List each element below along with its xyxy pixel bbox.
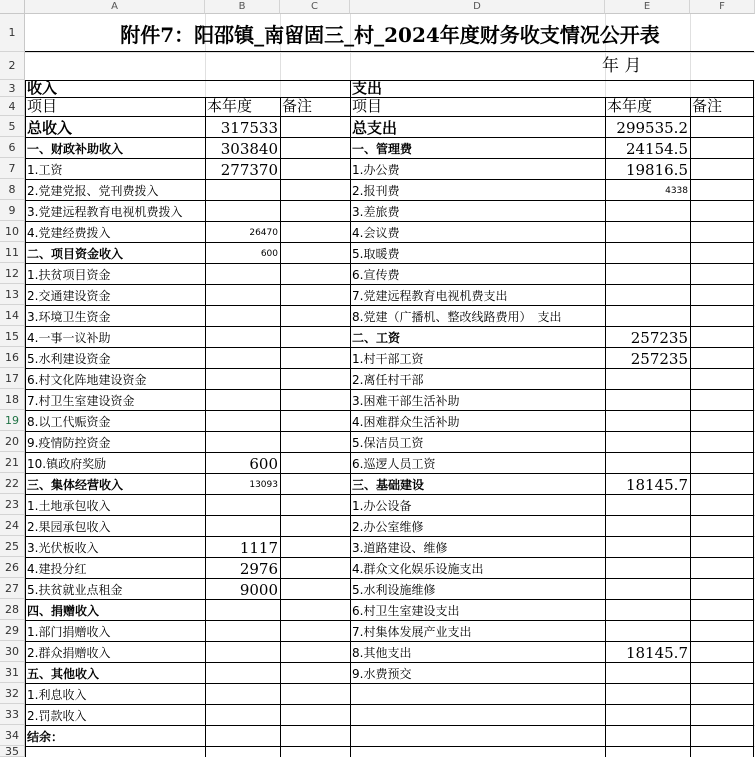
income-item-value[interactable] xyxy=(205,620,280,641)
row-header-3[interactable]: 3 xyxy=(0,80,25,97)
row-header-16[interactable]: 16 xyxy=(0,347,25,368)
expense-item-label[interactable]: 1.办公费 xyxy=(352,163,400,177)
expense-item-label[interactable]: 一、管理费 xyxy=(352,142,413,156)
expense-item-label[interactable]: 二、工资 xyxy=(352,331,401,345)
expense-item-label[interactable]: 5.水利设施维修 xyxy=(352,583,436,597)
expense-item-label[interactable]: 6.巡逻人员工资 xyxy=(352,457,436,471)
income-item-value[interactable] xyxy=(205,431,280,452)
column-header-a[interactable]: A xyxy=(25,0,205,14)
row-header-14[interactable]: 14 xyxy=(0,305,25,326)
income-item-value[interactable] xyxy=(205,683,280,704)
income-item-label[interactable]: 1.工资 xyxy=(27,163,63,177)
expense-item-value[interactable] xyxy=(605,683,690,704)
row-header-8[interactable]: 8 xyxy=(0,179,25,200)
row-header-34[interactable]: 34 xyxy=(0,725,25,746)
income-item-value[interactable] xyxy=(205,725,280,746)
expense-item-value[interactable] xyxy=(605,578,690,599)
income-item-label[interactable]: 2.党建党报、党刊费拨入 xyxy=(27,184,159,198)
expense-item-label[interactable]: 6.宣传费 xyxy=(352,268,400,282)
row-header-35[interactable]: 35 xyxy=(0,746,25,757)
expense-item-label[interactable]: 8.党建（广播机、整改线路费用） 支出 xyxy=(352,310,562,324)
expense-item-value[interactable] xyxy=(605,368,690,389)
expense-item-value[interactable] xyxy=(605,410,690,431)
income-item-value[interactable]: 600 xyxy=(249,455,278,473)
row-header-5[interactable]: 5 xyxy=(0,116,25,137)
row-header-27[interactable]: 27 xyxy=(0,578,25,599)
row-header-15[interactable]: 15 xyxy=(0,326,25,347)
expense-item-label[interactable]: 7.党建远程教育电视机费支出 xyxy=(352,289,508,303)
select-all-corner[interactable] xyxy=(0,0,25,14)
row-header-18[interactable]: 18 xyxy=(0,389,25,410)
income-item-label[interactable]: 2.果园承包收入 xyxy=(27,520,111,534)
income-item-label[interactable]: 五、其他收入 xyxy=(27,667,100,681)
income-item-value[interactable]: 1117 xyxy=(239,539,278,557)
income-item-value[interactable] xyxy=(205,326,280,347)
income-item-label[interactable]: 1.利息收入 xyxy=(27,688,87,702)
expense-item-label[interactable]: 8.其他支出 xyxy=(352,646,412,660)
row-header-12[interactable]: 12 xyxy=(0,263,25,284)
expense-note-header[interactable]: 备注 xyxy=(692,97,723,115)
expense-item-value[interactable] xyxy=(605,494,690,515)
income-item-label[interactable]: 8.以工代赈资金 xyxy=(27,415,111,429)
income-item-value[interactable] xyxy=(205,494,280,515)
column-header-d[interactable]: D xyxy=(350,0,605,14)
expense-item-label[interactable]: 6.村卫生室建设支出 xyxy=(352,604,460,618)
row-header-9[interactable]: 9 xyxy=(0,200,25,221)
expense-item-label[interactable]: 7.村集体发展产业支出 xyxy=(352,625,472,639)
income-item-value[interactable] xyxy=(205,515,280,536)
row-header-22[interactable]: 22 xyxy=(0,473,25,494)
row-header-26[interactable]: 26 xyxy=(0,557,25,578)
income-item-label[interactable]: 5.扶贫就业点租金 xyxy=(27,583,123,597)
expense-item-label[interactable] xyxy=(350,683,605,704)
row-header-11[interactable]: 11 xyxy=(0,242,25,263)
expense-item-value[interactable] xyxy=(605,452,690,473)
expense-item-label[interactable] xyxy=(350,725,605,746)
row-header-17[interactable]: 17 xyxy=(0,368,25,389)
income-item-label[interactable]: 10.镇政府奖励 xyxy=(27,457,107,471)
income-note-header[interactable]: 备注 xyxy=(282,97,313,115)
row-header-33[interactable]: 33 xyxy=(0,704,25,725)
row-header-23[interactable]: 23 xyxy=(0,494,25,515)
income-item-label[interactable]: 1.扶贫项目资金 xyxy=(27,268,111,282)
expense-item-value[interactable] xyxy=(605,242,690,263)
row-header-4[interactable]: 4 xyxy=(0,97,25,116)
expense-item-label[interactable]: 2.离任村干部 xyxy=(352,373,424,387)
row-header-24[interactable]: 24 xyxy=(0,515,25,536)
income-item-label[interactable]: 2.群众捐赠收入 xyxy=(27,646,111,660)
column-header-e[interactable]: E xyxy=(605,0,690,14)
row-header-29[interactable]: 29 xyxy=(0,620,25,641)
income-item-value[interactable] xyxy=(205,662,280,683)
income-item-label[interactable]: 结余： xyxy=(27,730,64,744)
income-item-label[interactable]: 6.村文化阵地建设资金 xyxy=(27,373,147,387)
expense-item-label[interactable] xyxy=(350,704,605,725)
income-item-label[interactable]: 1.部门捐赠收入 xyxy=(27,625,111,639)
expense-year-header[interactable]: 本年度 xyxy=(607,97,653,115)
expense-item-value[interactable] xyxy=(605,284,690,305)
row-header-31[interactable]: 31 xyxy=(0,662,25,683)
expense-item-label[interactable]: 5.保洁员工资 xyxy=(352,436,424,450)
income-item-header[interactable]: 项目 xyxy=(27,97,58,115)
income-item-value[interactable]: 9000 xyxy=(239,581,278,599)
expense-item-label[interactable]: 4.会议费 xyxy=(352,226,400,240)
expense-item-label[interactable]: 5.取暖费 xyxy=(352,247,400,261)
income-item-label[interactable]: 2.交通建设资金 xyxy=(27,289,111,303)
expense-item-value[interactable] xyxy=(605,725,690,746)
row-header-20[interactable]: 20 xyxy=(0,431,25,452)
expense-item-value[interactable]: 24154.5 xyxy=(625,140,688,158)
expense-item-value[interactable]: 299535.2 xyxy=(616,119,688,137)
expense-item-value[interactable]: 18145.7 xyxy=(625,476,688,494)
expense-item-value[interactable]: 4338 xyxy=(665,186,688,196)
expense-item-value[interactable]: 257235 xyxy=(630,329,688,347)
income-item-value[interactable] xyxy=(205,704,280,725)
table-border xyxy=(690,97,691,757)
expense-header[interactable]: 支出 xyxy=(352,79,383,97)
income-item-label[interactable]: 3.党建远程教育电视机费拨入 xyxy=(27,205,183,219)
income-item-value[interactable] xyxy=(205,641,280,662)
income-item-label[interactable]: 4.一事一议补助 xyxy=(27,331,111,345)
row-header-28[interactable]: 28 xyxy=(0,599,25,620)
income-item-label[interactable]: 7.村卫生室建设资金 xyxy=(27,394,135,408)
expense-item-value[interactable]: 257235 xyxy=(630,350,688,368)
expense-item-label[interactable]: 1.村干部工资 xyxy=(352,352,424,366)
expense-item-label[interactable]: 3.困难干部生活补助 xyxy=(352,394,460,408)
row-header-7[interactable]: 7 xyxy=(0,158,25,179)
expense-item-value[interactable] xyxy=(605,305,690,326)
expense-item-value[interactable] xyxy=(605,557,690,578)
income-item-value[interactable] xyxy=(205,389,280,410)
expense-item-value[interactable] xyxy=(605,200,690,221)
income-item-value[interactable] xyxy=(205,284,280,305)
income-item-label[interactable]: 4.建投分红 xyxy=(27,562,87,576)
expense-item-value[interactable] xyxy=(605,221,690,242)
expense-item-value[interactable]: 19816.5 xyxy=(625,161,688,179)
income-item-label[interactable]: 一、财政补助收入 xyxy=(27,142,124,156)
expense-item-value[interactable] xyxy=(605,536,690,557)
income-item-value[interactable] xyxy=(205,599,280,620)
income-item-value[interactable] xyxy=(205,410,280,431)
income-item-label[interactable]: 4.党建经费拨入 xyxy=(27,226,111,240)
income-item-label[interactable]: 二、项目资金收入 xyxy=(27,247,124,261)
expense-item-label[interactable]: 3.道路建设、维修 xyxy=(352,541,448,555)
row-header-6[interactable]: 6 xyxy=(0,137,25,158)
expense-item-label[interactable]: 3.差旅费 xyxy=(352,205,400,219)
expense-item-value[interactable] xyxy=(605,704,690,725)
income-item-value[interactable] xyxy=(205,200,280,221)
income-item-value[interactable] xyxy=(205,263,280,284)
expense-item-value[interactable] xyxy=(605,599,690,620)
income-item-label[interactable]: 2.罚款收入 xyxy=(27,709,87,723)
expense-item-header[interactable]: 项目 xyxy=(352,97,383,115)
expense-item-label[interactable]: 三、基础建设 xyxy=(352,478,425,492)
income-item-value[interactable] xyxy=(205,368,280,389)
expense-item-value[interactable] xyxy=(605,389,690,410)
expense-item-label[interactable]: 1.办公设备 xyxy=(352,499,412,513)
income-item-value[interactable] xyxy=(205,347,280,368)
expense-item-label[interactable]: 2.办公室维修 xyxy=(352,520,424,534)
row-header-19[interactable]: 19 xyxy=(0,410,25,431)
table-border xyxy=(25,746,754,747)
expense-item-value[interactable] xyxy=(605,515,690,536)
row-header-21[interactable]: 21 xyxy=(0,452,25,473)
income-item-label[interactable]: 四、捐赠收入 xyxy=(27,604,100,618)
date-line[interactable]: 年 月 xyxy=(602,56,642,76)
row-header-25[interactable]: 25 xyxy=(0,536,25,557)
row-header-1[interactable]: 1 xyxy=(0,14,25,52)
income-item-value[interactable] xyxy=(205,305,280,326)
column-header-c[interactable]: C xyxy=(280,0,350,14)
income-year-header[interactable]: 本年度 xyxy=(207,97,253,115)
income-item-value[interactable]: 2976 xyxy=(239,560,278,578)
expense-item-value[interactable] xyxy=(605,662,690,683)
income-header[interactable]: 收入 xyxy=(27,79,58,97)
income-item-label[interactable]: 3.光伏板收入 xyxy=(27,541,99,555)
income-item-value[interactable]: 600 xyxy=(260,249,278,259)
expense-item-label[interactable]: 4.困难群众生活补助 xyxy=(352,415,460,429)
income-item-label[interactable]: 1.土地承包收入 xyxy=(27,499,111,513)
row-header-10[interactable]: 10 xyxy=(0,221,25,242)
income-item-label[interactable]: 9.疫情防控资金 xyxy=(27,436,111,450)
expense-item-label[interactable]: 总支出 xyxy=(352,119,398,137)
income-item-value[interactable]: 303840 xyxy=(220,140,278,158)
income-item-value[interactable] xyxy=(205,179,280,200)
column-header-f[interactable]: F xyxy=(690,0,755,14)
income-item-label[interactable]: 总收入 xyxy=(27,119,73,137)
row-header-13[interactable]: 13 xyxy=(0,284,25,305)
column-header-b[interactable]: B xyxy=(205,0,280,14)
sheet-title[interactable]: 附件7：阳邵镇_南留固三_村_2024年度财务收支情况公开表 xyxy=(120,23,660,47)
row-header-32[interactable]: 32 xyxy=(0,683,25,704)
expense-item-label[interactable]: 2.报刊费 xyxy=(352,184,400,198)
row-header-30[interactable]: 30 xyxy=(0,641,25,662)
income-item-value[interactable]: 13093 xyxy=(249,480,278,490)
table-border xyxy=(753,80,754,757)
income-item-label[interactable]: 3.环境卫生资金 xyxy=(27,310,111,324)
income-item-value[interactable]: 317533 xyxy=(220,119,278,137)
income-item-label[interactable]: 三、集体经营收入 xyxy=(27,478,124,492)
expense-item-value[interactable]: 18145.7 xyxy=(625,644,688,662)
expense-item-value[interactable] xyxy=(605,431,690,452)
income-item-value[interactable]: 26470 xyxy=(249,228,278,238)
income-item-value[interactable]: 277370 xyxy=(220,161,278,179)
expense-item-value[interactable] xyxy=(605,620,690,641)
table-border xyxy=(280,97,281,757)
expense-item-label[interactable]: 4.群众文化娱乐设施支出 xyxy=(352,562,484,576)
row-header-2[interactable]: 2 xyxy=(0,52,25,80)
expense-item-label[interactable]: 9.水费预交 xyxy=(352,667,412,681)
income-item-label[interactable]: 5.水利建设资金 xyxy=(27,352,111,366)
expense-item-value[interactable] xyxy=(605,263,690,284)
